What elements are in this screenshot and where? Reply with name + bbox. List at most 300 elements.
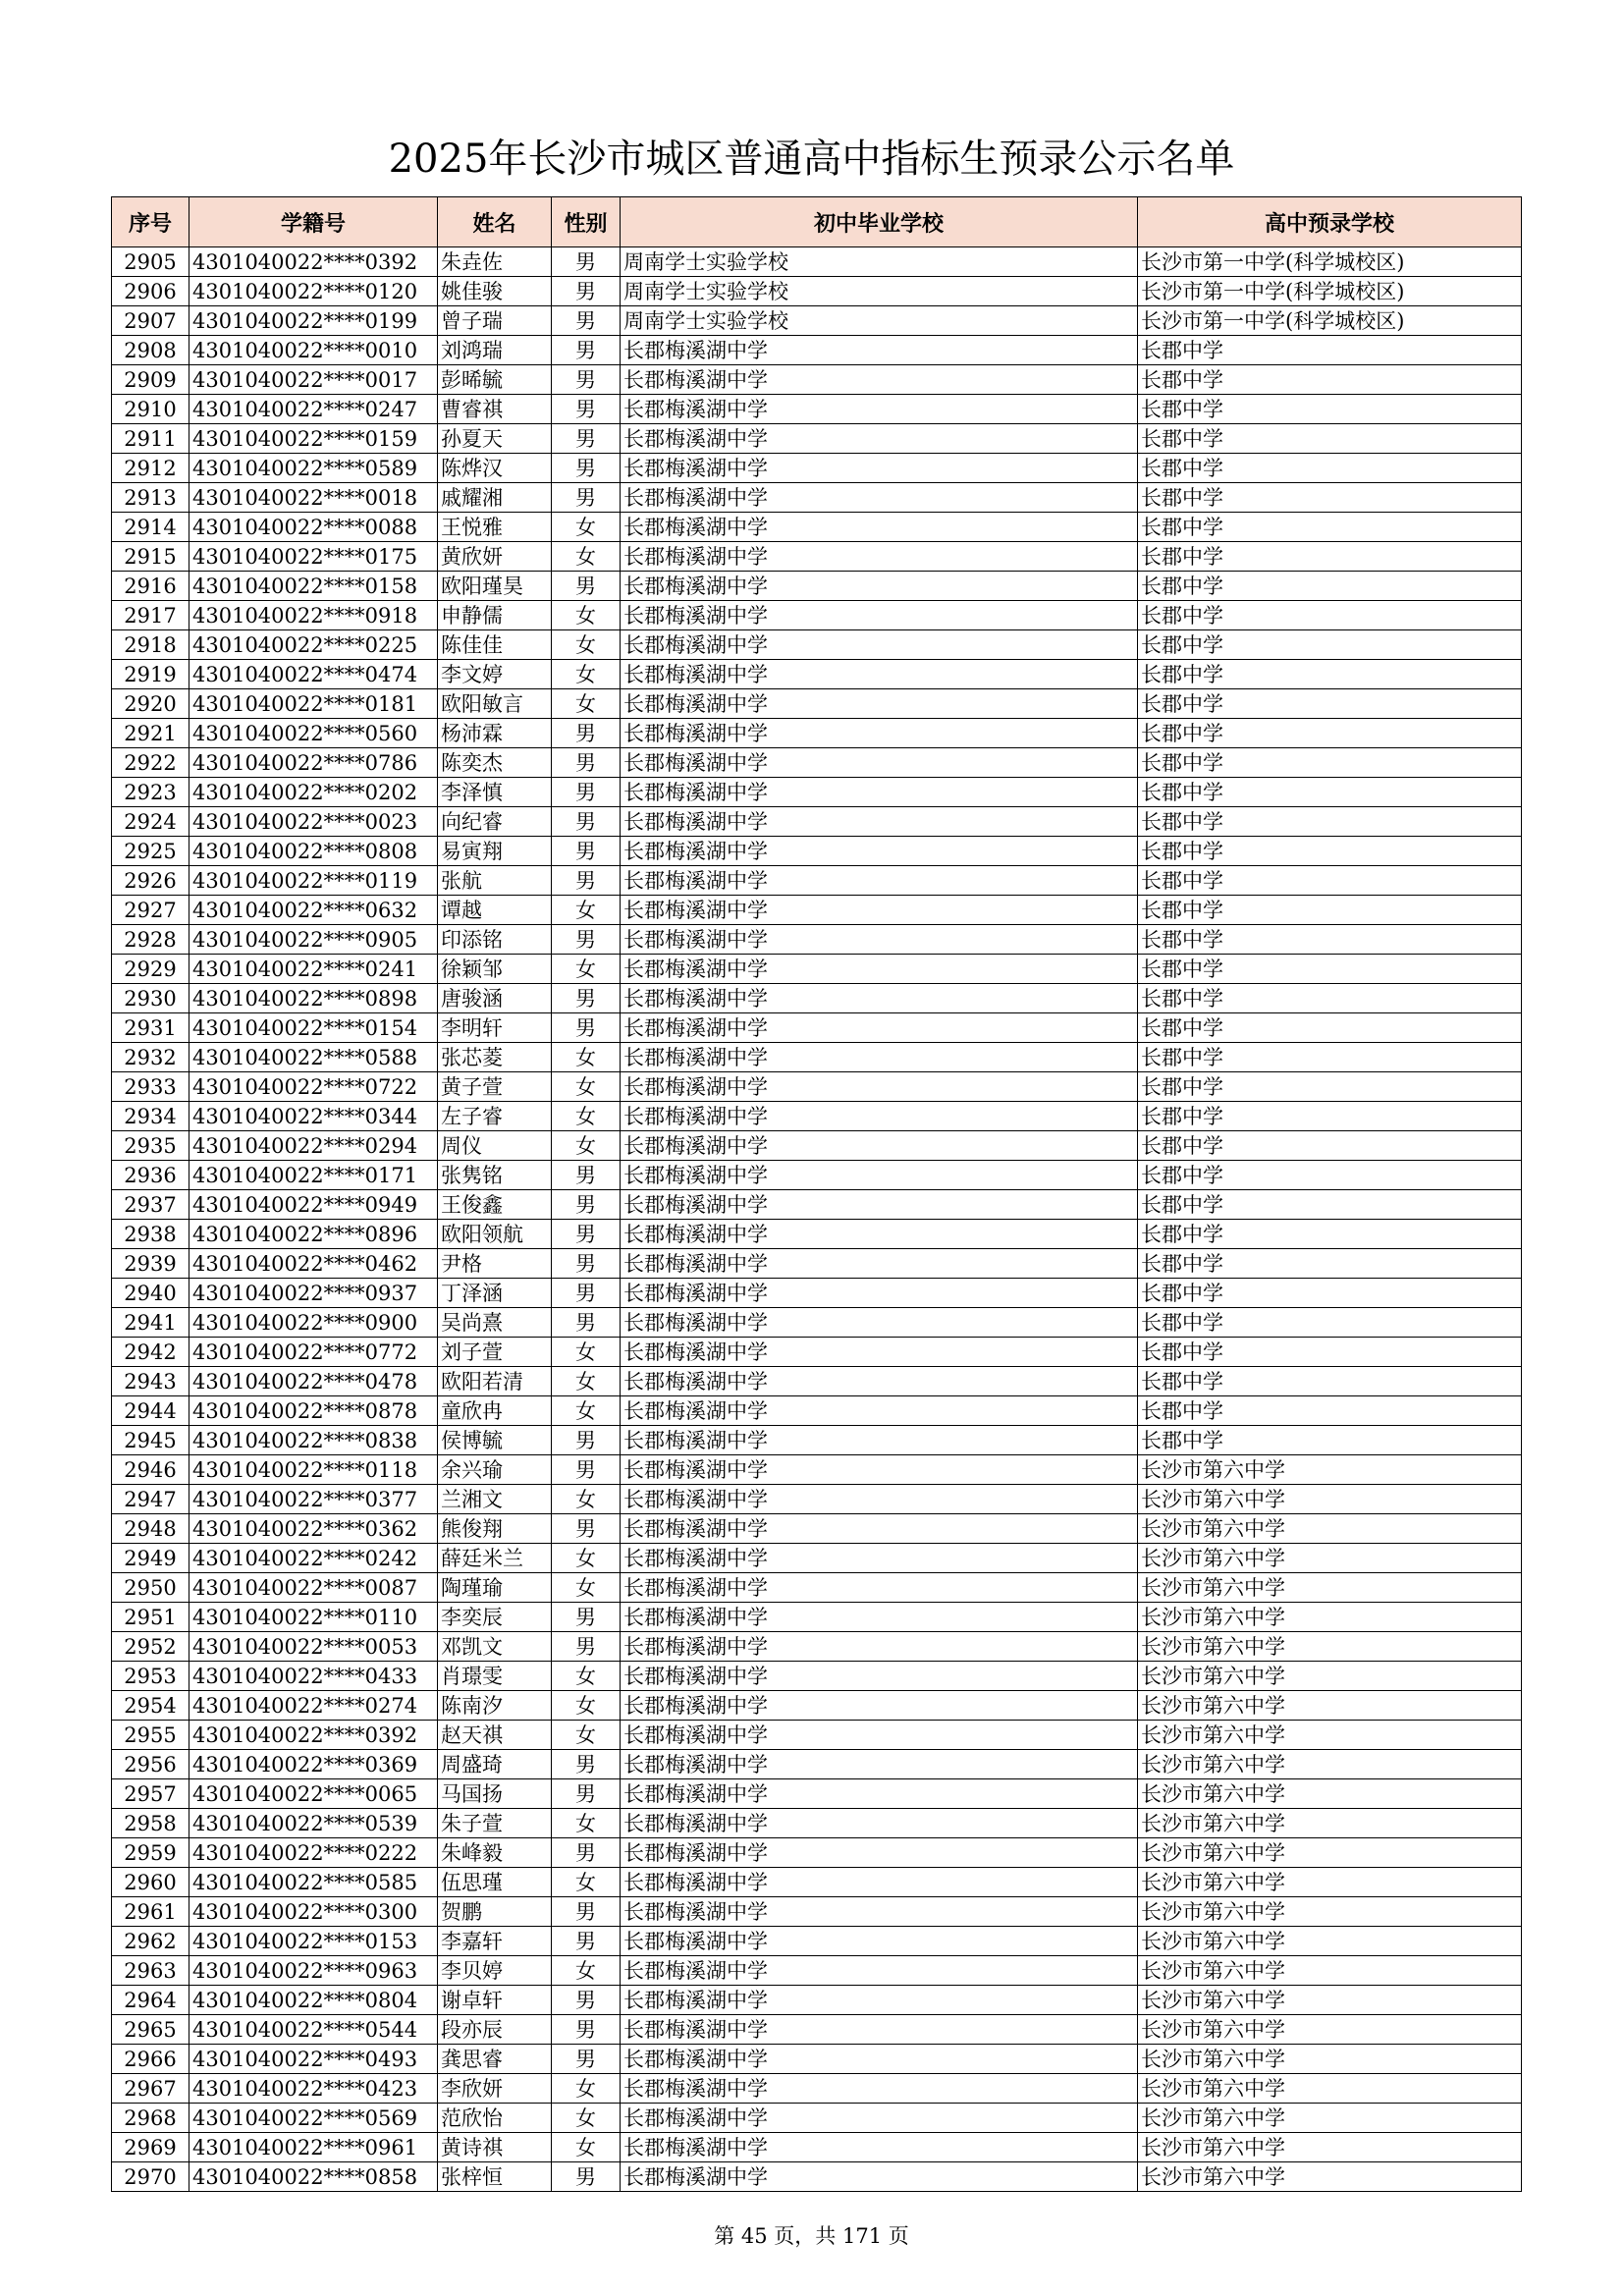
cell-gender: 女 xyxy=(552,1956,621,1986)
cell-name: 印添铭 xyxy=(438,925,552,955)
cell-senior-school: 长郡中学 xyxy=(1138,1013,1522,1043)
cell-senior-school: 长郡中学 xyxy=(1138,807,1522,837)
cell-gender: 男 xyxy=(552,2045,621,2074)
cell-student-id: 4301040022****0017 xyxy=(189,365,438,395)
header-senior-school: 高中预录学校 xyxy=(1138,197,1522,247)
cell-gender: 男 xyxy=(552,925,621,955)
cell-no: 2969 xyxy=(112,2133,189,2162)
cell-name: 彭晞毓 xyxy=(438,365,552,395)
cell-gender: 男 xyxy=(552,306,621,336)
cell-name: 欧阳领航 xyxy=(438,1220,552,1249)
cell-no: 2910 xyxy=(112,395,189,424)
cell-gender: 女 xyxy=(552,2133,621,2162)
cell-junior-school: 长郡梅溪湖中学 xyxy=(621,1455,1138,1485)
cell-gender: 男 xyxy=(552,277,621,306)
cell-name: 李明轩 xyxy=(438,1013,552,1043)
cell-student-id: 4301040022****0878 xyxy=(189,1396,438,1426)
cell-senior-school: 长郡中学 xyxy=(1138,1396,1522,1426)
cell-name: 左子睿 xyxy=(438,1102,552,1131)
cell-name: 吴尚熹 xyxy=(438,1308,552,1338)
cell-student-id: 4301040022****0344 xyxy=(189,1102,438,1131)
table-row xyxy=(112,1632,1522,1662)
table-row xyxy=(112,1072,1522,1102)
cell-student-id: 4301040022****0493 xyxy=(189,2045,438,2074)
cell-junior-school: 长郡梅溪湖中学 xyxy=(621,689,1138,719)
table-row xyxy=(112,1868,1522,1897)
cell-name: 陈佳佳 xyxy=(438,630,552,660)
cell-no: 2945 xyxy=(112,1426,189,1455)
cell-junior-school: 长郡梅溪湖中学 xyxy=(621,601,1138,630)
cell-senior-school: 长郡中学 xyxy=(1138,1161,1522,1190)
cell-no: 2964 xyxy=(112,1986,189,2015)
cell-student-id: 4301040022****0896 xyxy=(189,1220,438,1249)
cell-senior-school: 长郡中学 xyxy=(1138,1190,1522,1220)
cell-no: 2954 xyxy=(112,1691,189,1721)
cell-senior-school: 长沙市第六中学 xyxy=(1138,2104,1522,2133)
cell-name: 陈奕杰 xyxy=(438,748,552,778)
table-row xyxy=(112,1308,1522,1338)
cell-junior-school: 长郡梅溪湖中学 xyxy=(621,483,1138,513)
cell-junior-school: 长郡梅溪湖中学 xyxy=(621,1632,1138,1662)
cell-no: 2952 xyxy=(112,1632,189,1662)
cell-gender: 男 xyxy=(552,2015,621,2045)
cell-senior-school: 长沙市第六中学 xyxy=(1138,1485,1522,1514)
cell-student-id: 4301040022****0362 xyxy=(189,1514,438,1544)
cell-senior-school: 长郡中学 xyxy=(1138,896,1522,925)
cell-gender: 女 xyxy=(552,896,621,925)
cell-no: 2956 xyxy=(112,1750,189,1779)
table-row xyxy=(112,1338,1522,1367)
cell-no: 2966 xyxy=(112,2045,189,2074)
cell-name: 余兴瑜 xyxy=(438,1455,552,1485)
cell-junior-school: 长郡梅溪湖中学 xyxy=(621,1809,1138,1838)
cell-gender: 女 xyxy=(552,1485,621,1514)
header-junior-school: 初中毕业学校 xyxy=(621,197,1138,247)
cell-senior-school: 长郡中学 xyxy=(1138,395,1522,424)
cell-student-id: 4301040022****0110 xyxy=(189,1603,438,1632)
cell-senior-school: 长沙市第一中学(科学城校区) xyxy=(1138,306,1522,336)
cell-junior-school: 长郡梅溪湖中学 xyxy=(621,2162,1138,2192)
page-title: 2025年长沙市城区普通高中指标生预录公示名单 xyxy=(388,137,1235,182)
table-row xyxy=(112,1956,1522,1986)
cell-no: 2914 xyxy=(112,513,189,542)
cell-senior-school: 长郡中学 xyxy=(1138,1220,1522,1249)
cell-no: 2942 xyxy=(112,1338,189,1367)
cell-name: 龚思睿 xyxy=(438,2045,552,2074)
cell-student-id: 4301040022****0065 xyxy=(189,1779,438,1809)
cell-no: 2913 xyxy=(112,483,189,513)
table-row xyxy=(112,365,1522,395)
table-header xyxy=(112,197,1522,247)
cell-junior-school: 长郡梅溪湖中学 xyxy=(621,1779,1138,1809)
cell-senior-school: 长郡中学 xyxy=(1138,925,1522,955)
cell-senior-school: 长沙市第六中学 xyxy=(1138,2133,1522,2162)
table-row xyxy=(112,630,1522,660)
cell-junior-school: 长郡梅溪湖中学 xyxy=(621,1485,1138,1514)
cell-name: 范欣怡 xyxy=(438,2104,552,2133)
cell-student-id: 4301040022****0632 xyxy=(189,896,438,925)
cell-student-id: 4301040022****0247 xyxy=(189,395,438,424)
cell-no: 2961 xyxy=(112,1897,189,1927)
cell-senior-school: 长沙市第六中学 xyxy=(1138,1603,1522,1632)
table-row xyxy=(112,2015,1522,2045)
cell-senior-school: 长郡中学 xyxy=(1138,1072,1522,1102)
cell-senior-school: 长郡中学 xyxy=(1138,513,1522,542)
cell-junior-school: 长郡梅溪湖中学 xyxy=(621,896,1138,925)
cell-junior-school: 长郡梅溪湖中学 xyxy=(621,1396,1138,1426)
cell-junior-school: 长郡梅溪湖中学 xyxy=(621,2045,1138,2074)
cell-senior-school: 长郡中学 xyxy=(1138,336,1522,365)
cell-junior-school: 长郡梅溪湖中学 xyxy=(621,1072,1138,1102)
cell-junior-school: 长郡梅溪湖中学 xyxy=(621,1131,1138,1161)
table-row xyxy=(112,454,1522,483)
cell-senior-school: 长郡中学 xyxy=(1138,660,1522,689)
cell-name: 伍思瑾 xyxy=(438,1868,552,1897)
cell-senior-school: 长沙市第六中学 xyxy=(1138,2162,1522,2192)
table-row xyxy=(112,1367,1522,1396)
cell-gender: 男 xyxy=(552,1514,621,1544)
page-footer: 第 45 页，共 171 页 xyxy=(714,2224,909,2248)
cell-name: 姚佳骏 xyxy=(438,277,552,306)
cell-junior-school: 长郡梅溪湖中学 xyxy=(621,513,1138,542)
cell-senior-school: 长沙市第六中学 xyxy=(1138,1779,1522,1809)
cell-gender: 男 xyxy=(552,2162,621,2192)
table-row xyxy=(112,1455,1522,1485)
cell-gender: 女 xyxy=(552,1573,621,1603)
cell-name: 朱峰毅 xyxy=(438,1838,552,1868)
cell-senior-school: 长沙市第一中学(科学城校区) xyxy=(1138,277,1522,306)
cell-gender: 男 xyxy=(552,778,621,807)
cell-student-id: 4301040022****0858 xyxy=(189,2162,438,2192)
table-row xyxy=(112,2045,1522,2074)
cell-name: 申静儒 xyxy=(438,601,552,630)
table-row xyxy=(112,1485,1522,1514)
cell-gender: 女 xyxy=(552,1043,621,1072)
table-row xyxy=(112,807,1522,837)
header-row xyxy=(112,197,1522,247)
cell-junior-school: 长郡梅溪湖中学 xyxy=(621,1986,1138,2015)
cell-name: 黄欣妍 xyxy=(438,542,552,572)
cell-student-id: 4301040022****0242 xyxy=(189,1544,438,1573)
table-row xyxy=(112,1161,1522,1190)
cell-student-id: 4301040022****0478 xyxy=(189,1367,438,1396)
cell-senior-school: 长郡中学 xyxy=(1138,1338,1522,1367)
cell-name: 欧阳瑾昊 xyxy=(438,572,552,601)
cell-no: 2936 xyxy=(112,1161,189,1190)
cell-senior-school: 长郡中学 xyxy=(1138,1249,1522,1279)
table-row xyxy=(112,1279,1522,1308)
cell-name: 欧阳若清 xyxy=(438,1367,552,1396)
cell-student-id: 4301040022****0241 xyxy=(189,955,438,984)
cell-gender: 女 xyxy=(552,1868,621,1897)
cell-senior-school: 长沙市第六中学 xyxy=(1138,1897,1522,1927)
cell-student-id: 4301040022****0433 xyxy=(189,1662,438,1691)
cell-senior-school: 长沙市第六中学 xyxy=(1138,1514,1522,1544)
cell-junior-school: 长郡梅溪湖中学 xyxy=(621,1220,1138,1249)
table-row xyxy=(112,395,1522,424)
cell-student-id: 4301040022****0588 xyxy=(189,1043,438,1072)
cell-gender: 男 xyxy=(552,984,621,1013)
cell-student-id: 4301040022****0569 xyxy=(189,2104,438,2133)
cell-no: 2965 xyxy=(112,2015,189,2045)
admission-table xyxy=(111,196,1522,2192)
cell-junior-school: 长郡梅溪湖中学 xyxy=(621,1190,1138,1220)
cell-name: 肖璟雯 xyxy=(438,1662,552,1691)
cell-gender: 男 xyxy=(552,719,621,748)
table-row xyxy=(112,689,1522,719)
cell-junior-school: 长郡梅溪湖中学 xyxy=(621,719,1138,748)
cell-gender: 男 xyxy=(552,1013,621,1043)
cell-name: 贺鹏 xyxy=(438,1897,552,1927)
cell-junior-school: 长郡梅溪湖中学 xyxy=(621,1662,1138,1691)
cell-student-id: 4301040022****0949 xyxy=(189,1190,438,1220)
cell-senior-school: 长沙市第六中学 xyxy=(1138,1868,1522,1897)
table-body xyxy=(112,247,1522,2192)
cell-junior-school: 长郡梅溪湖中学 xyxy=(621,1691,1138,1721)
cell-student-id: 4301040022****0154 xyxy=(189,1013,438,1043)
cell-student-id: 4301040022****0274 xyxy=(189,1691,438,1721)
header-student-id: 学籍号 xyxy=(189,197,438,247)
cell-student-id: 4301040022****0222 xyxy=(189,1838,438,1868)
cell-name: 唐骏涵 xyxy=(438,984,552,1013)
cell-gender: 男 xyxy=(552,1632,621,1662)
table-row xyxy=(112,1897,1522,1927)
cell-senior-school: 长郡中学 xyxy=(1138,955,1522,984)
cell-gender: 男 xyxy=(552,1779,621,1809)
cell-name: 李嘉轩 xyxy=(438,1927,552,1956)
cell-no: 2906 xyxy=(112,277,189,306)
cell-gender: 男 xyxy=(552,1897,621,1927)
header-gender: 性别 xyxy=(552,197,621,247)
cell-name: 段亦辰 xyxy=(438,2015,552,2045)
cell-junior-school: 长郡梅溪湖中学 xyxy=(621,1514,1138,1544)
cell-no: 2921 xyxy=(112,719,189,748)
cell-gender: 男 xyxy=(552,837,621,866)
cell-gender: 男 xyxy=(552,1603,621,1632)
cell-name: 易寅翔 xyxy=(438,837,552,866)
table-row xyxy=(112,1750,1522,1779)
cell-gender: 男 xyxy=(552,365,621,395)
cell-gender: 女 xyxy=(552,1396,621,1426)
cell-gender: 女 xyxy=(552,1691,621,1721)
cell-junior-school: 长郡梅溪湖中学 xyxy=(621,1868,1138,1897)
cell-junior-school: 长郡梅溪湖中学 xyxy=(621,1927,1138,1956)
cell-junior-school: 长郡梅溪湖中学 xyxy=(621,1043,1138,1072)
cell-no: 2909 xyxy=(112,365,189,395)
cell-student-id: 4301040022****0120 xyxy=(189,277,438,306)
cell-senior-school: 长沙市第六中学 xyxy=(1138,1809,1522,1838)
cell-gender: 男 xyxy=(552,807,621,837)
cell-senior-school: 长郡中学 xyxy=(1138,572,1522,601)
cell-junior-school: 长郡梅溪湖中学 xyxy=(621,778,1138,807)
cell-junior-school: 长郡梅溪湖中学 xyxy=(621,1573,1138,1603)
table-row xyxy=(112,1691,1522,1721)
cell-name: 谢卓轩 xyxy=(438,1986,552,2015)
cell-gender: 女 xyxy=(552,1102,621,1131)
cell-junior-school: 长郡梅溪湖中学 xyxy=(621,807,1138,837)
table-row xyxy=(112,1426,1522,1455)
cell-gender: 女 xyxy=(552,542,621,572)
cell-no: 2959 xyxy=(112,1838,189,1868)
cell-senior-school: 长郡中学 xyxy=(1138,1426,1522,1455)
table-row xyxy=(112,1986,1522,2015)
cell-gender: 女 xyxy=(552,1367,621,1396)
cell-no: 2935 xyxy=(112,1131,189,1161)
cell-senior-school: 长沙市第六中学 xyxy=(1138,2074,1522,2104)
cell-no: 2960 xyxy=(112,1868,189,1897)
cell-junior-school: 长郡梅溪湖中学 xyxy=(621,1161,1138,1190)
cell-gender: 男 xyxy=(552,424,621,454)
cell-junior-school: 长郡梅溪湖中学 xyxy=(621,2104,1138,2133)
cell-junior-school: 周南学士实验学校 xyxy=(621,277,1138,306)
cell-senior-school: 长郡中学 xyxy=(1138,1279,1522,1308)
cell-senior-school: 长沙市第六中学 xyxy=(1138,1544,1522,1573)
cell-no: 2923 xyxy=(112,778,189,807)
cell-no: 2933 xyxy=(112,1072,189,1102)
cell-junior-school: 长郡梅溪湖中学 xyxy=(621,336,1138,365)
table-row xyxy=(112,1013,1522,1043)
header-name: 姓名 xyxy=(438,197,552,247)
cell-name: 邓凯文 xyxy=(438,1632,552,1662)
table-row xyxy=(112,925,1522,955)
cell-gender: 男 xyxy=(552,1426,621,1455)
cell-junior-school: 长郡梅溪湖中学 xyxy=(621,1338,1138,1367)
table-row xyxy=(112,483,1522,513)
cell-no: 2917 xyxy=(112,601,189,630)
table-row xyxy=(112,2133,1522,2162)
table-row xyxy=(112,1131,1522,1161)
table-row xyxy=(112,1721,1522,1750)
cell-name: 曾子瑞 xyxy=(438,306,552,336)
cell-name: 李文婷 xyxy=(438,660,552,689)
cell-gender: 男 xyxy=(552,1161,621,1190)
cell-junior-school: 长郡梅溪湖中学 xyxy=(621,984,1138,1013)
cell-gender: 女 xyxy=(552,2074,621,2104)
cell-name: 戚耀湘 xyxy=(438,483,552,513)
cell-senior-school: 长郡中学 xyxy=(1138,1131,1522,1161)
cell-junior-school: 长郡梅溪湖中学 xyxy=(621,748,1138,778)
cell-name: 孙夏天 xyxy=(438,424,552,454)
cell-student-id: 4301040022****0560 xyxy=(189,719,438,748)
cell-name: 张芯菱 xyxy=(438,1043,552,1072)
cell-senior-school: 长沙市第六中学 xyxy=(1138,2015,1522,2045)
cell-senior-school: 长沙市第六中学 xyxy=(1138,1691,1522,1721)
table-row xyxy=(112,1220,1522,1249)
cell-gender: 女 xyxy=(552,1662,621,1691)
cell-junior-school: 长郡梅溪湖中学 xyxy=(621,1838,1138,1868)
cell-student-id: 4301040022****0474 xyxy=(189,660,438,689)
cell-name: 刘鸿瑞 xyxy=(438,336,552,365)
table-row xyxy=(112,513,1522,542)
table-row xyxy=(112,2074,1522,2104)
cell-name: 陶瑾瑜 xyxy=(438,1573,552,1603)
cell-name: 赵天祺 xyxy=(438,1721,552,1750)
cell-gender: 女 xyxy=(552,1809,621,1838)
cell-gender: 女 xyxy=(552,2104,621,2133)
cell-gender: 男 xyxy=(552,247,621,277)
cell-student-id: 4301040022****0294 xyxy=(189,1131,438,1161)
cell-no: 2939 xyxy=(112,1249,189,1279)
cell-no: 2926 xyxy=(112,866,189,896)
cell-senior-school: 长沙市第六中学 xyxy=(1138,1927,1522,1956)
cell-junior-school: 长郡梅溪湖中学 xyxy=(621,1249,1138,1279)
cell-name: 熊俊翔 xyxy=(438,1514,552,1544)
cell-junior-school: 长郡梅溪湖中学 xyxy=(621,1367,1138,1396)
cell-student-id: 4301040022****0053 xyxy=(189,1632,438,1662)
cell-junior-school: 长郡梅溪湖中学 xyxy=(621,542,1138,572)
cell-no: 2958 xyxy=(112,1809,189,1838)
cell-junior-school: 长郡梅溪湖中学 xyxy=(621,2133,1138,2162)
cell-junior-school: 长郡梅溪湖中学 xyxy=(621,365,1138,395)
cell-name: 朱垚佐 xyxy=(438,247,552,277)
cell-gender: 女 xyxy=(552,660,621,689)
cell-student-id: 4301040022****0225 xyxy=(189,630,438,660)
cell-gender: 女 xyxy=(552,601,621,630)
cell-no: 2946 xyxy=(112,1455,189,1485)
cell-no: 2953 xyxy=(112,1662,189,1691)
cell-no: 2934 xyxy=(112,1102,189,1131)
cell-no: 2916 xyxy=(112,572,189,601)
table-row xyxy=(112,2104,1522,2133)
table-row xyxy=(112,837,1522,866)
cell-no: 2955 xyxy=(112,1721,189,1750)
cell-senior-school: 长郡中学 xyxy=(1138,837,1522,866)
table-row xyxy=(112,542,1522,572)
table-row xyxy=(112,866,1522,896)
cell-junior-school: 长郡梅溪湖中学 xyxy=(621,1308,1138,1338)
cell-junior-school: 长郡梅溪湖中学 xyxy=(621,955,1138,984)
cell-name: 张隽铭 xyxy=(438,1161,552,1190)
table-row xyxy=(112,601,1522,630)
cell-junior-school: 长郡梅溪湖中学 xyxy=(621,1750,1138,1779)
cell-senior-school: 长沙市第六中学 xyxy=(1138,1662,1522,1691)
table-row xyxy=(112,1396,1522,1426)
cell-student-id: 4301040022****0918 xyxy=(189,601,438,630)
cell-no: 2918 xyxy=(112,630,189,660)
cell-gender: 女 xyxy=(552,513,621,542)
table-row xyxy=(112,984,1522,1013)
cell-junior-school: 长郡梅溪湖中学 xyxy=(621,454,1138,483)
cell-name: 黄子萱 xyxy=(438,1072,552,1102)
cell-name: 李贝婷 xyxy=(438,1956,552,1986)
cell-no: 2929 xyxy=(112,955,189,984)
cell-junior-school: 周南学士实验学校 xyxy=(621,247,1138,277)
table-row xyxy=(112,896,1522,925)
cell-junior-school: 长郡梅溪湖中学 xyxy=(621,925,1138,955)
cell-no: 2920 xyxy=(112,689,189,719)
table-row xyxy=(112,277,1522,306)
cell-name: 丁泽涵 xyxy=(438,1279,552,1308)
cell-student-id: 4301040022****0423 xyxy=(189,2074,438,2104)
table-row xyxy=(112,1927,1522,1956)
cell-no: 2940 xyxy=(112,1279,189,1308)
cell-senior-school: 长沙市第六中学 xyxy=(1138,1750,1522,1779)
cell-gender: 男 xyxy=(552,454,621,483)
cell-gender: 女 xyxy=(552,1131,621,1161)
cell-no: 2931 xyxy=(112,1013,189,1043)
table-row xyxy=(112,306,1522,336)
cell-student-id: 4301040022****0153 xyxy=(189,1927,438,1956)
cell-gender: 男 xyxy=(552,1220,621,1249)
cell-no: 2967 xyxy=(112,2074,189,2104)
cell-junior-school: 长郡梅溪湖中学 xyxy=(621,1102,1138,1131)
cell-student-id: 4301040022****0088 xyxy=(189,513,438,542)
cell-name: 徐颖邹 xyxy=(438,955,552,984)
cell-junior-school: 长郡梅溪湖中学 xyxy=(621,1603,1138,1632)
cell-no: 2905 xyxy=(112,247,189,277)
cell-no: 2930 xyxy=(112,984,189,1013)
cell-student-id: 4301040022****0937 xyxy=(189,1279,438,1308)
